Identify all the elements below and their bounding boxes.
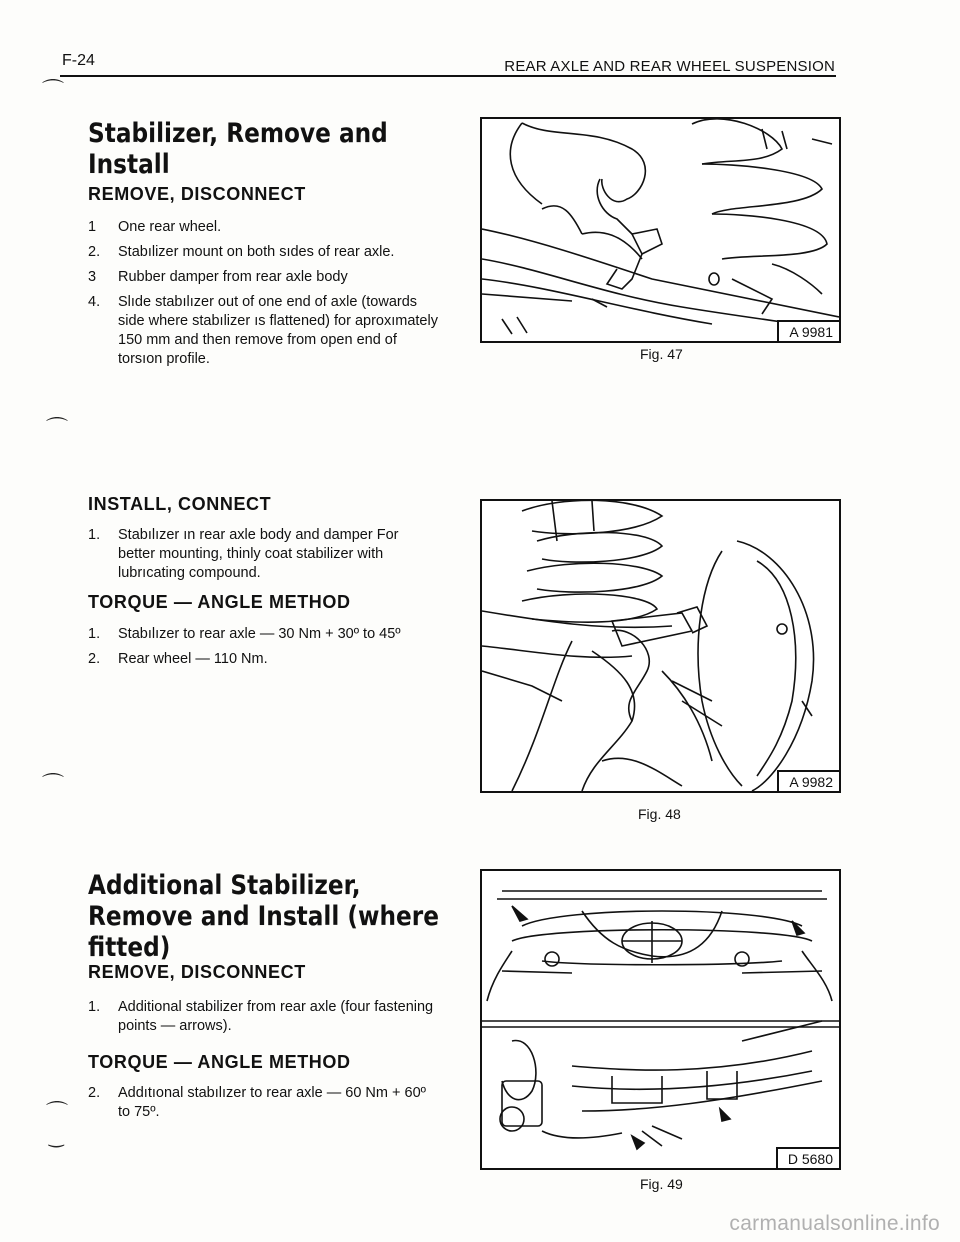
header-rule: [60, 75, 836, 77]
list-item: 1. Stabılızer ın rear axle body and damper For better mounting, thinly coat stabilizer with lubrıcating compound.: [88, 527, 399, 581]
margin-mark: ⌒: [46, 1100, 69, 1125]
title-line: fitted): [88, 932, 171, 963]
figure-47: [480, 117, 841, 343]
additional-section-title: [88, 870, 496, 963]
figure-caption: Fig. 49: [640, 1176, 683, 1192]
figure-caption: Fig. 48: [638, 806, 681, 822]
list-item: 3 Rubber damper from rear axle body: [88, 269, 348, 285]
figure-48: [480, 499, 841, 793]
remove-steps: [88, 998, 438, 1042]
torque-heading: TORQUE — ANGLE METHOD: [88, 1052, 351, 1072]
list-item: 1. Additional stabilizer from rear axle (four fastening points — arrows).: [88, 999, 434, 1034]
list-item: 1. Stabılızer to rear axle — 30 Nm + 30º to 45º: [88, 626, 401, 642]
figure-code: A 9982: [777, 770, 839, 791]
margin-mark: ⌒: [42, 78, 65, 103]
stabilizer-section-title: [88, 118, 437, 180]
margin-mark: ⌒: [46, 416, 69, 441]
list-item: 1 One rear wheel.: [88, 219, 222, 235]
watermark: carmanualsonline.info: [729, 1212, 940, 1235]
install-heading: INSTALL, CONNECT: [88, 494, 272, 514]
figure-code: D 5680: [776, 1147, 839, 1168]
title-line: Stabilizer, Remove and: [88, 118, 388, 149]
title-line: Install: [88, 149, 170, 180]
remove-heading: REMOVE, DISCONNECT: [88, 184, 306, 204]
list-item: 4. Slıde stabılızer out of one end of axle (towards side where stabılizer ıs flattened) for aproxımately 150 mm and then remove from open end of torsıon profile.: [88, 294, 438, 367]
list-item: 2. Rear wheel — 110 Nm.: [88, 651, 268, 667]
title-line: Remove and Install (where: [88, 901, 439, 932]
margin-mark: ‿: [49, 1127, 64, 1147]
remove-steps: [88, 218, 438, 375]
section-title: REAR AXLE AND REAR WHEEL SUSPENSION: [504, 58, 835, 75]
torque-heading: TORQUE — ANGLE METHOD: [88, 592, 351, 612]
install-steps: [88, 526, 438, 589]
margin-mark: ⌒: [42, 772, 65, 797]
torque-steps: [88, 1084, 438, 1128]
figure-code: A 9981: [777, 320, 839, 341]
list-item: 2. Stabılizer mount on both sıdes of rear axle.: [88, 244, 395, 260]
title-line: Additional Stabilizer,: [88, 870, 361, 901]
torque-steps: [88, 625, 438, 675]
page-number: F-24: [62, 52, 95, 69]
figure-caption: Fig. 47: [640, 346, 683, 362]
figure-49: [480, 869, 841, 1170]
list-item: 2. Addıtıonal stabılızer to rear axle — 60 Nm + 60º to 75º.: [88, 1085, 426, 1120]
remove-heading: REMOVE, DISCONNECT: [88, 962, 306, 982]
